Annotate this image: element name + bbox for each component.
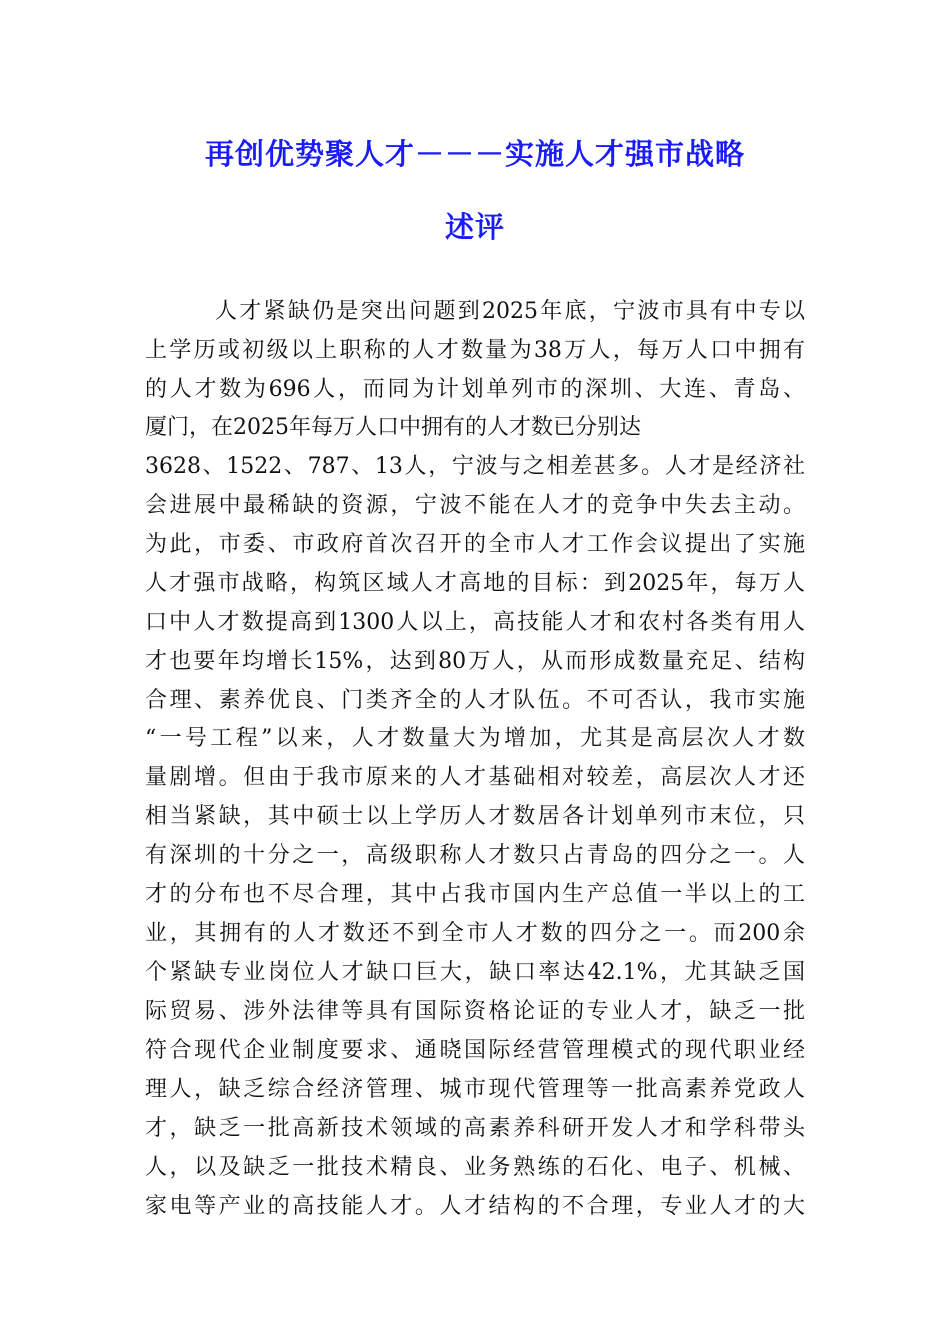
- body-text-line: 家电等产业的高技能人才。人才结构的不合理，专业人才的大: [145, 1194, 805, 1219]
- body-text-line: 理人，缺乏综合经济管理、城市现代管理等一批高素养党政人: [145, 1077, 805, 1102]
- body-text-line: 为此，市委、市政府首次召开的全市人才工作会议提出了实施: [145, 532, 805, 557]
- body-text-line: 会进展中最稀缺的资源，宁波不能在人才的竞争中失去主动。: [145, 493, 805, 518]
- body-text-line: 才，缺乏一批高新技术领域的高素养科研开发人才和学科带头: [145, 1116, 805, 1141]
- body-text-line: 相当紧缺，其中硕士以上学历人才数居各计划单列市末位，只: [145, 804, 805, 829]
- body-text-line: “一号工程”以来，人才数量大为增加，尤其是高层次人才数: [145, 726, 805, 751]
- body-text-line: 量剧增。但由于我市原来的人才基础相对较差，高层次人才还: [145, 765, 805, 790]
- body-text-line: 3628、1522、787、13人，宁波与之相差甚多。人才是经济社: [145, 454, 805, 479]
- body-text-line: 业，其拥有的人才数还不到全市人才数的四分之一。而200余: [145, 921, 805, 946]
- body-text-line: 上学历或初级以上职称的人才数量为38万人，每万人口中拥有: [145, 338, 805, 363]
- body-text-line: 才的分布也不尽合理，其中占我市国内生产总值一半以上的工: [145, 882, 805, 907]
- body-text-line: 符合现代企业制度要求、通晓国际经营管理模式的现代职业经: [145, 1038, 805, 1063]
- body-text-line: 口中人才数提高到1300人以上，高技能人才和农村各类有用人: [145, 610, 805, 635]
- document-title-line-2: 述评: [444, 210, 505, 244]
- body-text-line: 才也要年均增长15%，达到80万人，从而形成数量充足、结构: [145, 649, 805, 674]
- body-text-line: 人才紧缺仍是突出问题到2025年底，宁波市具有中专以: [215, 299, 805, 324]
- body-text-line: 个紧缺专业岗位人才缺口巨大，缺口率达42.1%，尤其缺乏国: [145, 960, 805, 985]
- body-text-line: 人，以及缺乏一批技术精良、业务熟练的石化、电子、机械、: [145, 1155, 805, 1180]
- document-title-line-1: 再创优势聚人才－－－实施人才强市战略: [204, 137, 745, 171]
- body-text-line: 有深圳的十分之一，高级职称人才数只占青岛的四分之一。人: [145, 843, 805, 868]
- body-text-line: 合理、素养优良、门类齐全的人才队伍。不可否认，我市实施: [145, 688, 805, 713]
- body-text-line: 人才强市战略，构筑区域人才高地的目标：到2025年，每万人: [145, 571, 805, 596]
- body-text-line: 的人才数为696人，而同为计划单列市的深圳、大连、青岛、: [145, 377, 805, 402]
- body-text-line: 际贸易、涉外法律等具有国际资格论证的专业人才，缺乏一批: [145, 999, 805, 1024]
- body-text-line: 厦门，在2025年每万人口中拥有的人才数已分别达: [145, 415, 641, 440]
